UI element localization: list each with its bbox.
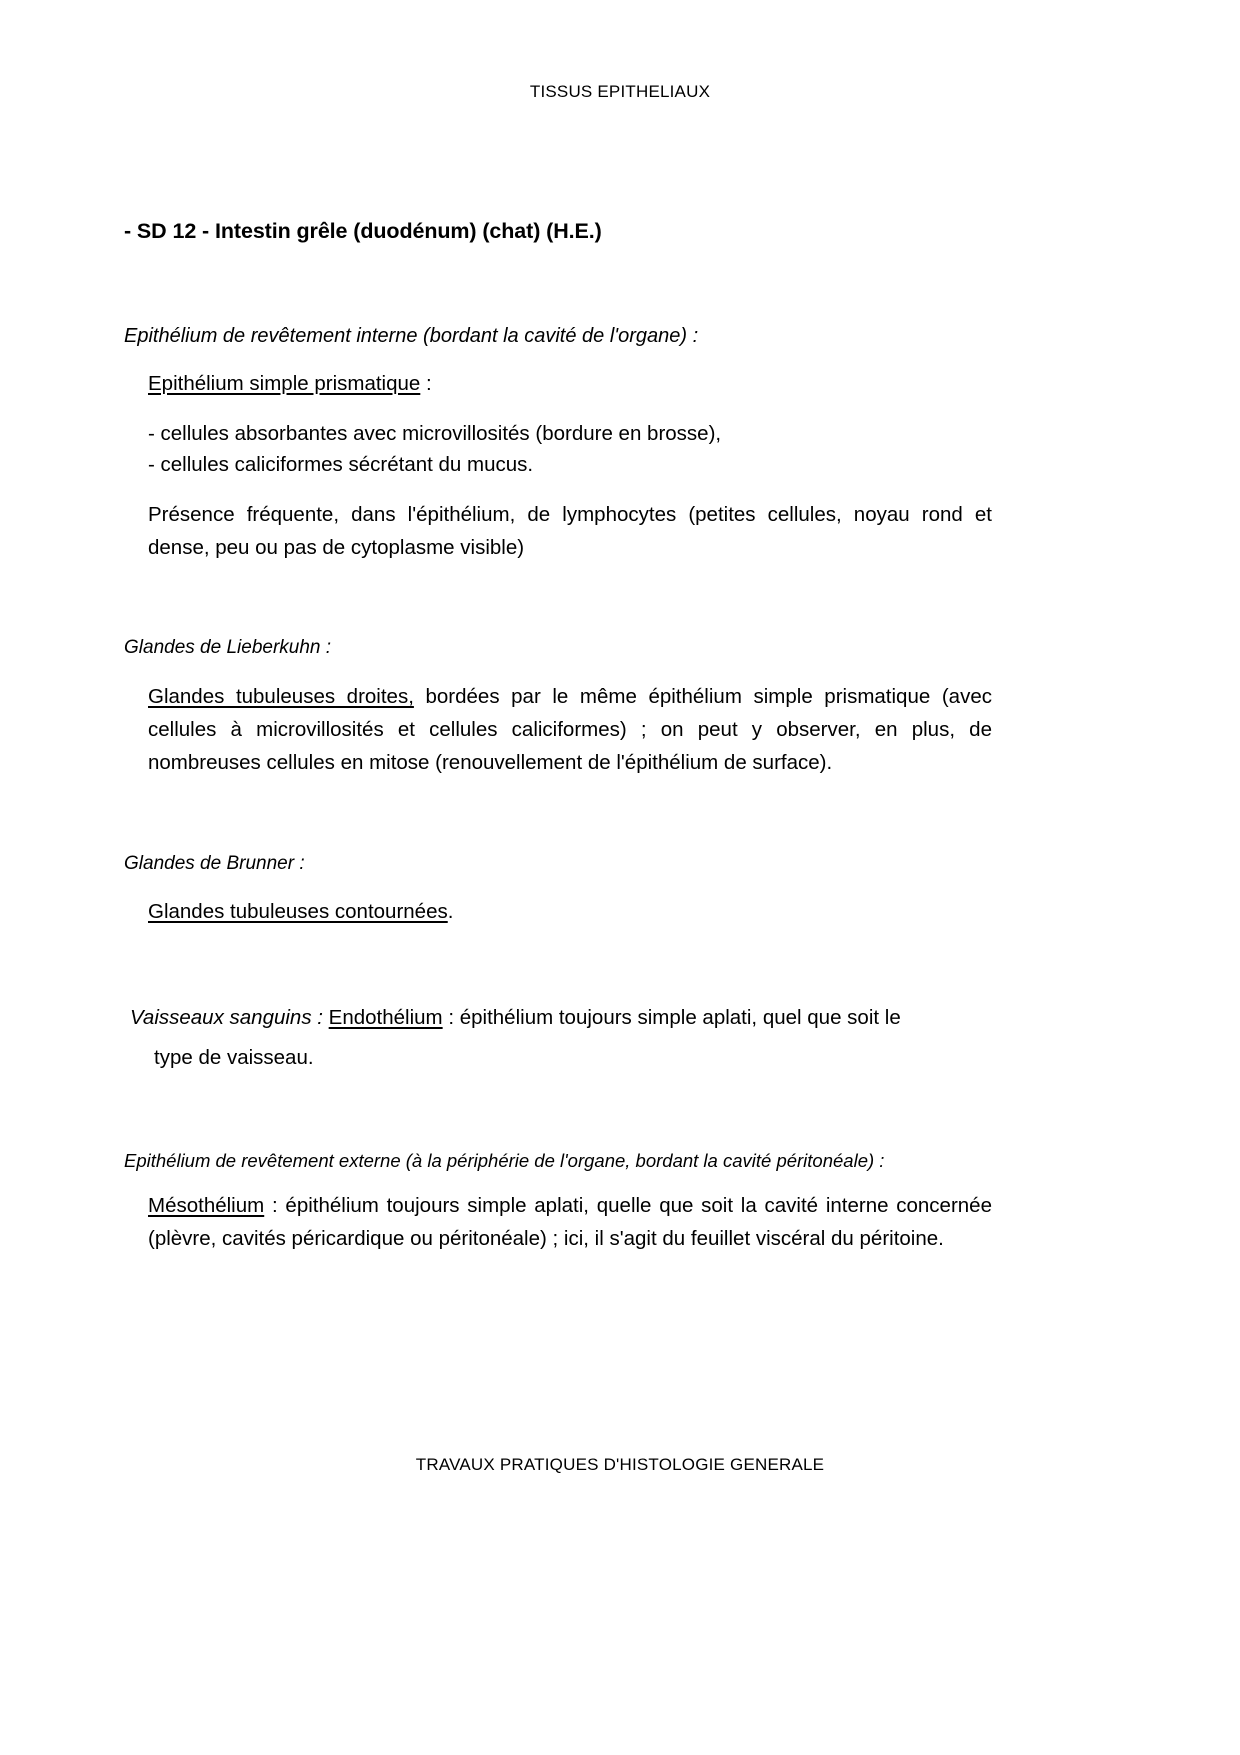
- spacer: [124, 1078, 992, 1148]
- section-brunner: [124, 850, 992, 929]
- specimen-code: - SD 12 -: [124, 219, 215, 243]
- lieberkuhn-content: [148, 680, 992, 780]
- vaisseaux-underlined-term: Endothélium: [328, 1006, 443, 1030]
- specimen-name: Intestin grêle (duodénum) (chat) (H.E.): [215, 219, 602, 243]
- spacer: [124, 780, 992, 850]
- page-running-header: TISSUS EPITHELIAUX: [529, 82, 711, 101]
- section-vaisseaux-sanguins: [124, 998, 992, 1078]
- section-external-epithelium: [124, 1148, 992, 1255]
- mesothelium-underlined-term: Mésothélium: [148, 1194, 265, 1218]
- lieberkuhn-underlined-term: Glandes tubuleuses droites,: [148, 684, 414, 708]
- paragraph-lymphocytes: Présence fréquente, dans l'épithélium, de lymphocytes (petites cellules, noyau rond et dense, peu ou pas de cytoplasme visible): [148, 503, 992, 560]
- page-title: [124, 218, 992, 246]
- section-internal-epithelium: [124, 322, 992, 564]
- mesothelium-body-text: : épithélium toujours simple aplati, quelle que soit la cavité interne concernée (plèvre, cavités péricardique ou péritonéale) ; ici, il s'agit du feuillet viscéral du péritoine.: [148, 1194, 992, 1251]
- subheading-underlined-term: Epithélium simple prismatique: [148, 371, 421, 395]
- vaisseaux-label: Vaisseaux sanguins :: [130, 1006, 329, 1030]
- paragraph-lieberkuhn: [148, 680, 992, 780]
- paragraph-brunner: [148, 895, 992, 928]
- spacer: [124, 928, 992, 998]
- subheading-colon: :: [420, 371, 432, 395]
- page-running-footer: TRAVAUX PRATIQUES D'HISTOLOGIE GENERALE: [415, 1455, 825, 1474]
- section-heading-brunner: Glandes de Brunner :: [124, 852, 305, 874]
- document-body: [124, 218, 992, 1255]
- vaisseaux-text-line1: : épithélium toujours simple aplati, quel que soit le: [442, 1006, 901, 1030]
- brunner-underlined-term: Glandes tubuleuses contournées: [148, 900, 448, 924]
- spacer: [148, 480, 992, 498]
- section-heading-external-epithelium: Epithélium de revêtement externe (à la périphérie de l'organe, bordant la cavité péritonéale) :: [124, 1150, 885, 1172]
- paragraph-mesothelium: [148, 1189, 992, 1255]
- spacer: [124, 564, 992, 634]
- section-heading-lieberkuhn: Glandes de Lieberkuhn :: [124, 637, 332, 659]
- section-heading-internal-epithelium: Epithélium de revêtement interne (bordant la cavité de l'organe) :: [124, 324, 699, 347]
- external-epithelium-content: [148, 1189, 992, 1255]
- list-item: - cellules absorbantes avec microvillosités (bordure en brosse),: [148, 421, 722, 445]
- section-lieberkuhn: [124, 634, 992, 779]
- lieberkuhn-body-text: bordées par le même épithélium simple prismatique (avec cellules à microvillosités et cellules caliciformes) ; on peut y observer, en plus, de nombreuses cellules en mitose (renouvellement de l'épithélium de surface).: [148, 684, 992, 775]
- vaisseaux-text-line2: type de vaisseau.: [154, 1046, 314, 1070]
- list-item: - cellules caliciformes sécrétant du mucus.: [148, 452, 534, 476]
- brunner-content: [148, 895, 992, 928]
- subheading-simple-prismatic: [148, 369, 992, 400]
- brunner-period: .: [447, 900, 454, 924]
- paragraph-vaisseaux: [130, 998, 992, 1078]
- internal-epithelium-content: [148, 369, 992, 564]
